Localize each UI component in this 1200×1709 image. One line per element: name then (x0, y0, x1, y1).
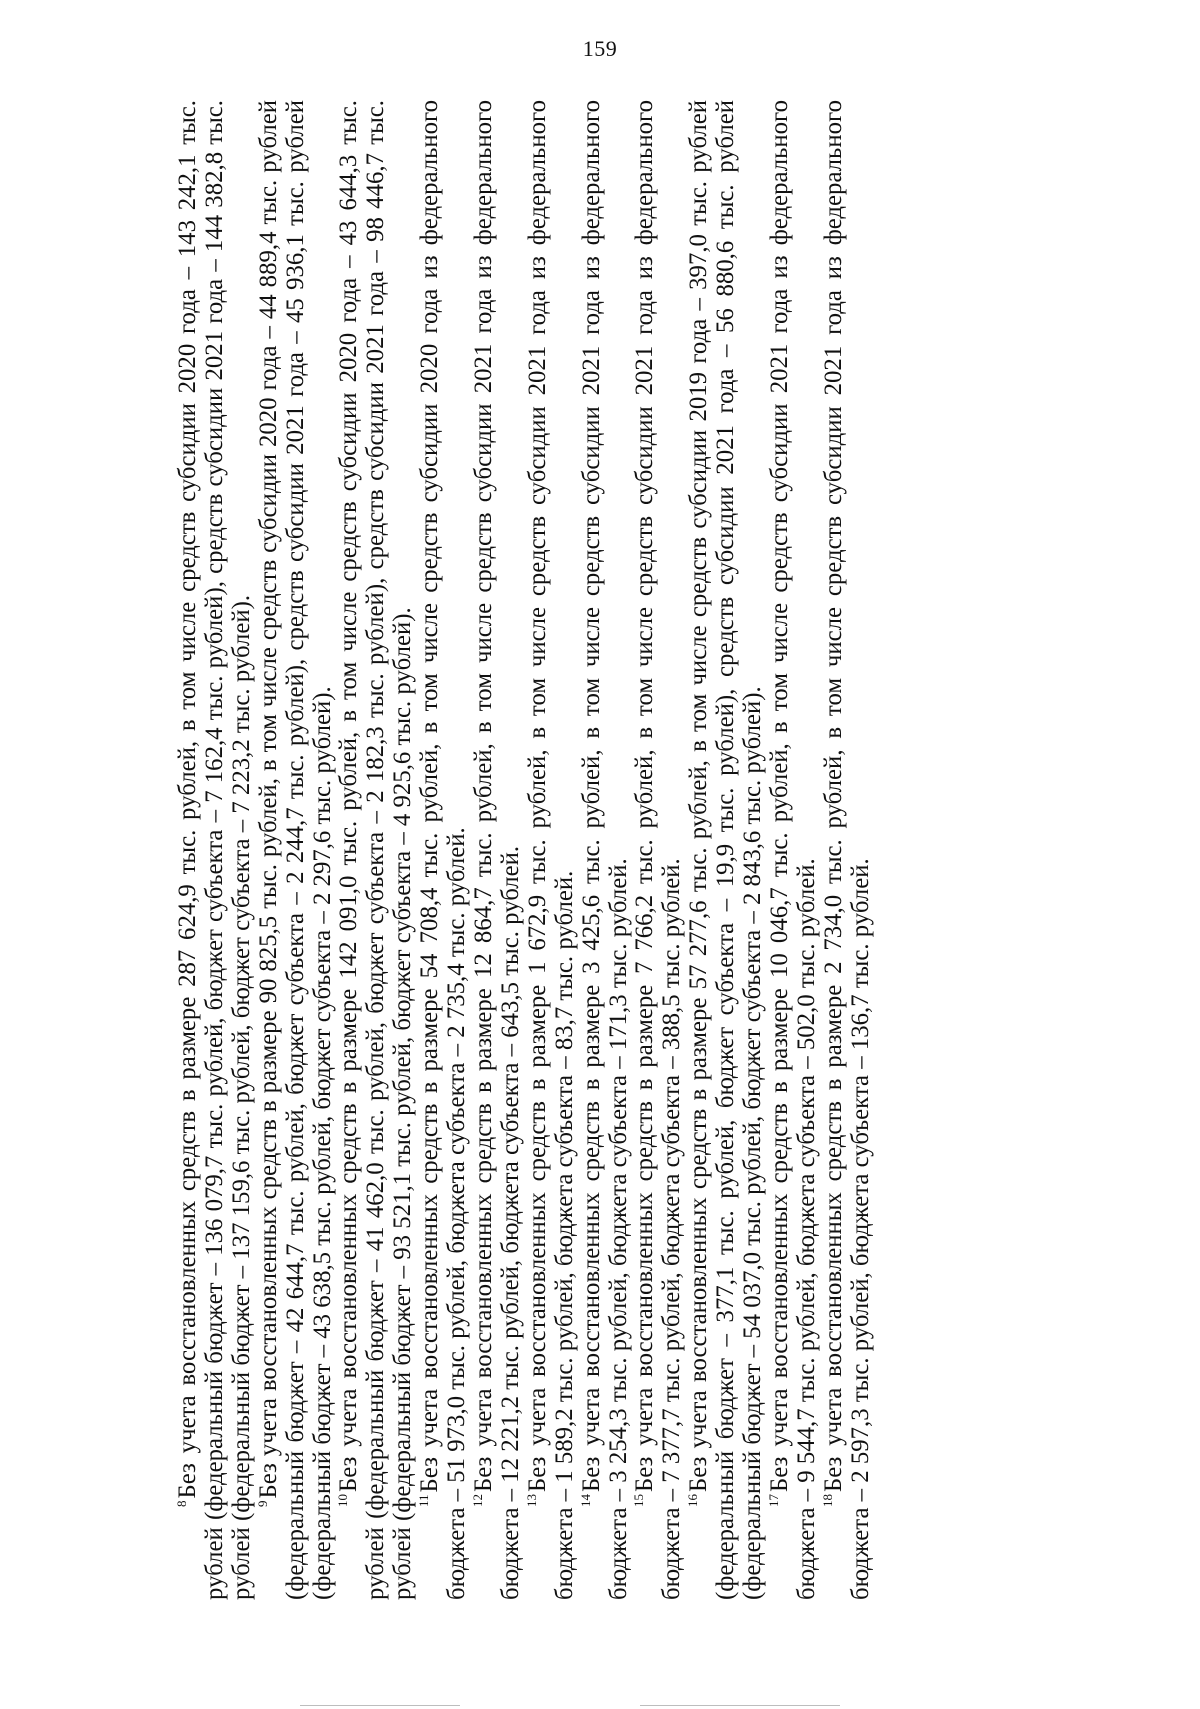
footnote-10 (336, 100, 417, 1600)
footnote-mark: 17 (765, 1494, 781, 1507)
footnote-mark: 11 (416, 1494, 432, 1507)
footnote-mark: 12 (469, 1494, 485, 1507)
footnote-mark: 18 (819, 1494, 835, 1507)
footnote-text: Без учета восстановленных средств в размере 54 708,4 тыс. рублей, в том числе средств субсидии 2020 года из федерального бюджета – 51 973,0 тыс. рублей, бюджета субъекта – 2 735,4 тыс. рублей. (416, 100, 471, 1600)
footnote-mark: 8 (174, 1500, 189, 1507)
footnote-9 (256, 100, 337, 1600)
footnote-15 (632, 100, 686, 1600)
footnote-17 (767, 100, 821, 1600)
footnote-text: Без учета восстановленных средств в размере 1 672,9 тыс. рублей, в том числе средств субсидии 2021 года из федерального бюджета – 1 589,2 тыс. рублей, бюджета субъекта – 83,7 тыс. рублей. (523, 100, 578, 1600)
footnote-mark: 16 (685, 1494, 701, 1507)
footnote-text: Без учета восстановленных средств в размере 90 825,5 тыс. рублей, в том числе средств субсидии 2020 года – 44 889,4 тыс. рублей (федеральный бюджет – 42 644,7 тыс. рублей, бюджет субъекта – 2 244,7 тыс. рублей), средств субсидии 2021 года – 45 936,1 тыс. рублей (федеральный бюджет – 43 638,5 тыс. рублей, бюджет субъекта – 2 297,6 тыс. рублей). (254, 100, 336, 1600)
footnote-mark: 10 (335, 1494, 351, 1507)
footnote-text: Без учета восстановленных средств в размере 10 046,7 тыс. рублей, в том числе средств субсидии 2021 года из федерального бюджета – 9 544,7 тыс. рублей, бюджета субъекта – 502,0 тыс. рублей. (765, 100, 820, 1600)
footnote-18 (821, 100, 875, 1600)
footnote-mark: 13 (523, 1494, 539, 1507)
footnote-text: Без учета восстановленных средств в размере 287 624,9 тыс. рублей, в том числе средств субсидии 2020 года – 143 242,1 тыс. рублей (федеральный бюджет – 136 079,7 тыс. рублей, бюджет субъекта – 7 162,4 тыс. рублей), средств субсидии 2021 года – 144 382,8 тыс. рублей (федеральный бюджет – 137 159,6 тыс. рублей, бюджет субъекта – 7 223,2 тыс. рублей). (174, 100, 255, 1600)
footnote-text: Без учета восстановленных средств в размере 2 734,0 тыс. рублей, в том числе средств субсидии 2021 года из федерального бюджета – 2 597,3 тыс. рублей, бюджета субъекта – 136,7 тыс. рублей. (819, 100, 874, 1600)
footnote-mark: 14 (577, 1494, 593, 1507)
footnote-text: Без учета восстановленных средств в размере 3 425,6 тыс. рублей, в том числе средств субсидии 2021 года из федерального бюджета – 3 254,3 тыс. рублей, бюджета субъекта – 171,3 тыс. рублей. (577, 100, 632, 1600)
scan-edge-mark (640, 1705, 840, 1709)
footnote-text: Без учета восстановленных средств в размере 7 766,2 тыс. рублей, в том числе средств субсидии 2021 года из федерального бюджета – 7 377,7 тыс. рублей, бюджета субъекта – 388,5 тыс. рублей. (631, 100, 686, 1600)
footnote-13 (525, 100, 579, 1600)
footnote-mark: 15 (631, 1494, 647, 1507)
footnote-text: Без учета восстановленных средств в размере 57 277,6 тыс. рублей, в том числе средств субсидии 2019 года – 397,0 тыс. рублей (федеральный бюджет – 377,1 тыс. рублей, бюджет субъекта – 19,9 тыс. рублей), средств субсидии 2021 года – 56 880,6 тыс. рублей (федеральный бюджет – 54 037,0 тыс. рублей, бюджет субъекта – 2 843,6 тыс. рублей). (685, 100, 767, 1600)
footnote-text: Без учета восстановленных средств в размере 12 864,7 тыс. рублей, в том числе средств субсидии 2021 года из федерального бюджета – 12 221,2 тыс. рублей, бюджета субъекта – 643,5 тыс. рублей. (469, 100, 524, 1600)
scan-edge-mark (300, 1705, 460, 1709)
footnote-mark: 9 (254, 1500, 270, 1507)
footnote-12 (471, 100, 525, 1600)
footnote-text: Без учета восстановленных средств в размере 142 091,0 тыс. рублей, в том числе средств субсидии 2020 года – 43 644,3 тыс. рублей (федеральный бюджет – 41 462,0 тыс. рублей, бюджет субъекта – 2 182,3 тыс. рублей), средств субсидии 2021 года – 98 446,7 тыс. рублей (федеральный бюджет – 93 521,1 тыс. рублей, бюджет субъекта – 4 925,6 тыс. рублей). (335, 100, 417, 1600)
footnote-8 (175, 100, 256, 1600)
footnotes-rotated-block (175, 100, 875, 1600)
footnote-11 (417, 100, 471, 1600)
page-number: 159 (582, 36, 618, 61)
footnote-14 (579, 100, 633, 1600)
footnote-16 (686, 100, 767, 1600)
